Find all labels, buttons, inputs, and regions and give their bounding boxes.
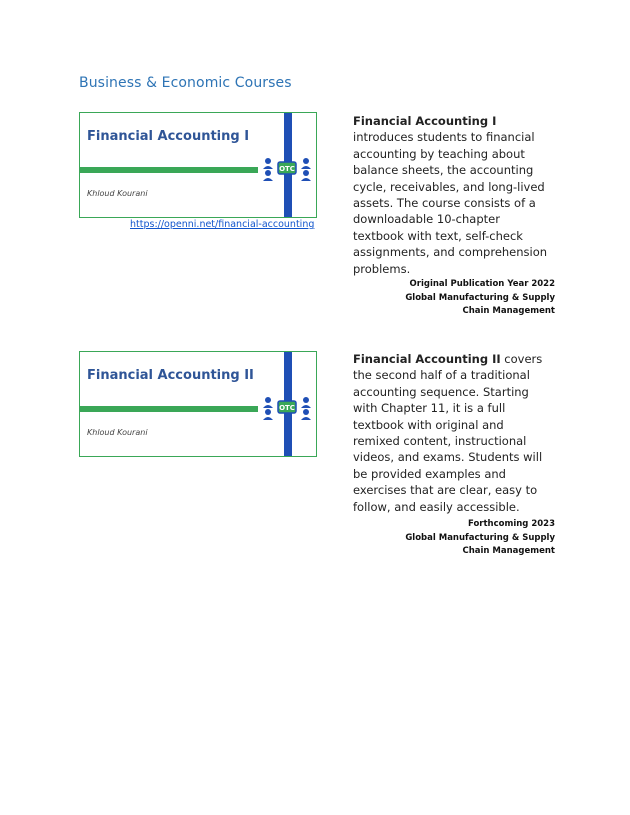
otc-logo-text: OTC [279, 404, 295, 412]
course-link[interactable]: https://openni.net/financial-accounting [130, 219, 315, 230]
otc-logo-icon [258, 147, 316, 189]
course-description [353, 113, 553, 277]
cover-title: Financial Accounting I [87, 129, 250, 144]
course-name: Financial Accounting I [353, 114, 497, 128]
otc-logo-text: OTC [279, 165, 295, 173]
course-department: Global Manufacturing & Supply Chain Management [405, 532, 555, 556]
course-cover-image [79, 112, 317, 218]
cover-author: Khloud Kourani [87, 189, 148, 198]
course-description-text: covers the second half of a traditional accounting sequence. Starting with Chapter 11, it is a full textbook with original and remixed content, instructional videos, and exams. Students will be provided examples and exercises that are clear, easy to follow, and easily accessible. [353, 352, 543, 514]
cover-author: Khloud Kourani [87, 428, 148, 437]
cover-green-bar [80, 406, 258, 412]
course-department: Global Manufacturing & Supply Chain Management [405, 292, 555, 316]
course-cover-image [79, 351, 317, 457]
cover-title: Financial Accounting II [87, 368, 254, 383]
otc-logo-icon [258, 386, 316, 428]
cover-green-bar [80, 167, 258, 173]
course-status: Forthcoming 2023 [467, 519, 555, 529]
course-meta [340, 518, 555, 559]
course-description-text: introduces students to financial accounting by teaching about balance sheets, the accounting cycle, receivables, and long-lived assets. The course consists of a downloadable 10-chapter textbook with text, self-check assignments, and comprehension problems. [353, 130, 548, 276]
course-description [353, 351, 553, 515]
section-heading: Business & Economic Courses [79, 75, 292, 91]
course-name: Financial Accounting II [353, 352, 501, 366]
course-meta [340, 278, 555, 319]
course-status: Original Publication Year 2022 [409, 279, 555, 289]
